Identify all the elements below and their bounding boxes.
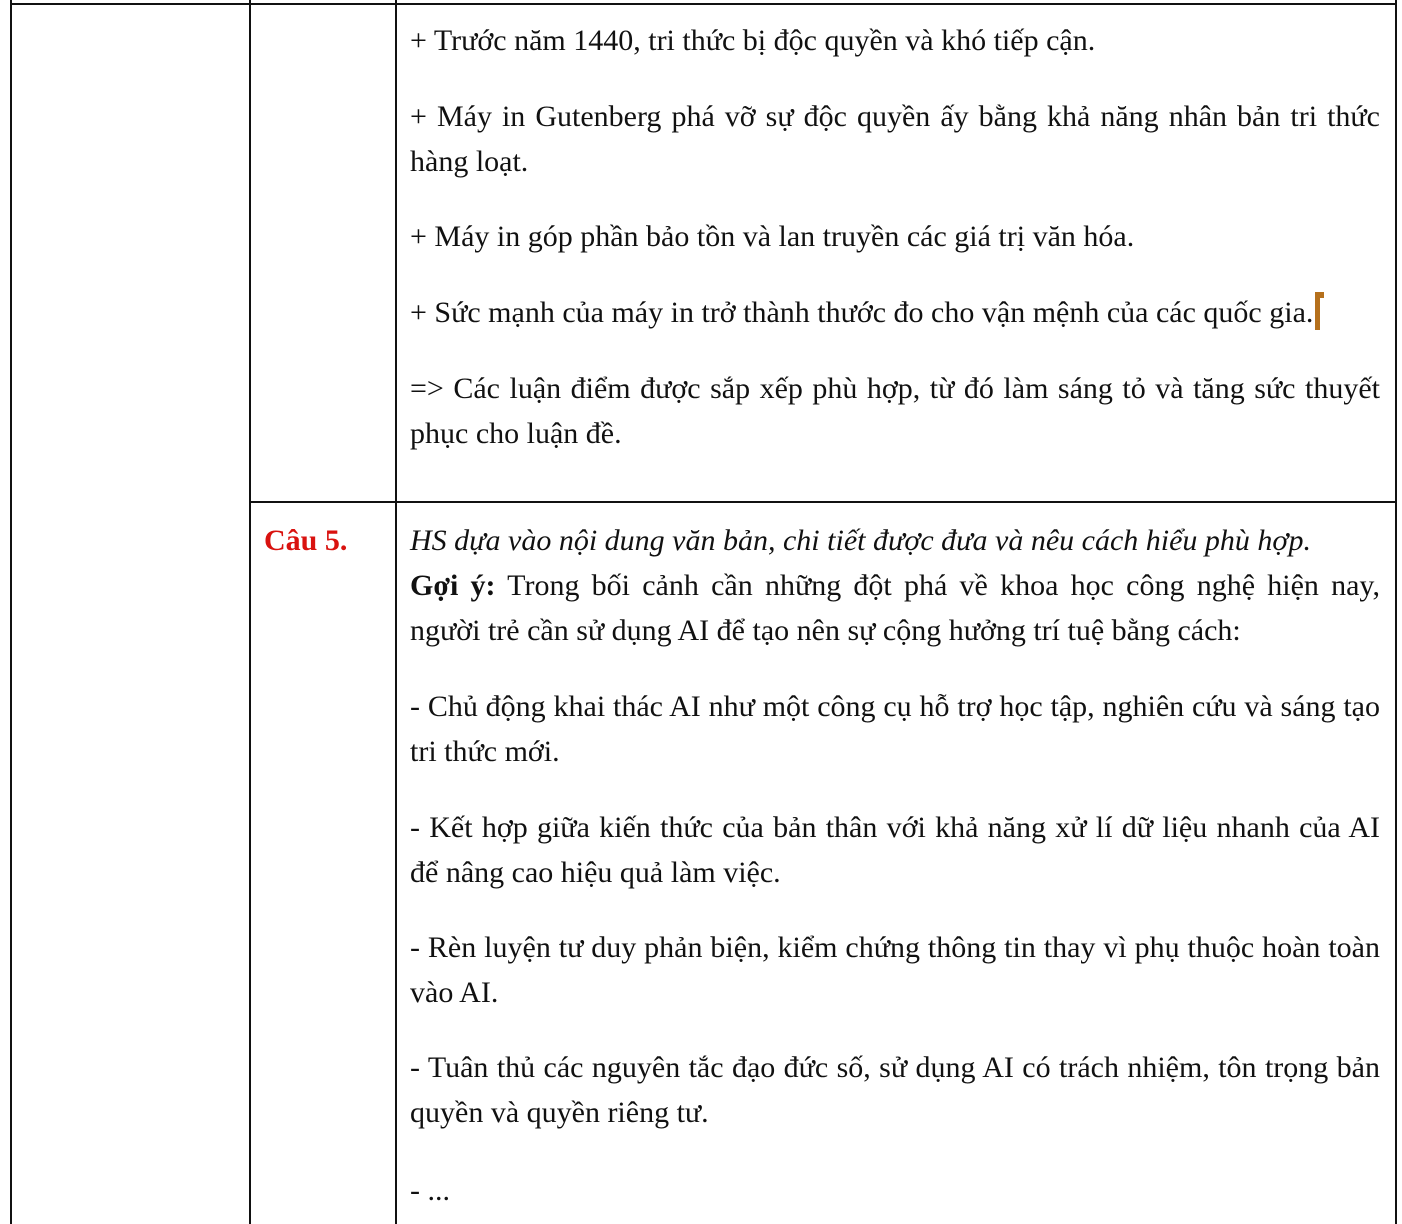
table-top-border	[10, 3, 1397, 5]
hint-label: Gợi ý:	[410, 569, 496, 602]
column-divider-2	[395, 0, 397, 1224]
bullet-1: + Trước năm 1440, tri thức bị độc quyền và khó tiếp cận.	[410, 24, 1096, 57]
answer-item-3: - Rèn luyện tư duy phản biện, kiểm chứng thông tin thay vì phụ thuộc hoàn toàn vào AI.	[410, 931, 1380, 1009]
bullet-4	[410, 290, 1400, 335]
answer-item-4: - Tuân thủ các nguyên tắc đạo đức số, sử dụng AI có trách nhiệm, tôn trọng bản quyền và quyền riêng tư.	[410, 1051, 1380, 1129]
question-label: Câu 5.	[264, 524, 348, 557]
answer-item-5: - ...	[410, 1174, 450, 1207]
bullet-3: + Máy in góp phần bảo tồn và lan truyền các giá trị văn hóa.	[410, 220, 1135, 253]
bullet-2: + Máy in Gutenberg phá vỡ sự độc quyền ấy bằng khả năng nhân bản tri thức hàng loạt.	[410, 100, 1380, 178]
column-divider-1	[249, 0, 251, 1224]
bullet-4-text: + Sức mạnh của máy in trở thành thước đo cho vận mệnh của các quốc gia.	[410, 296, 1314, 329]
answer-item-2: - Kết hợp giữa kiến thức của bản thân với khả năng xử lí dữ liệu nhanh của AI để nâng cao hiệu quả làm việc.	[410, 811, 1380, 889]
table-right-border	[1395, 0, 1397, 1224]
table-left-border	[10, 0, 12, 1224]
text-cursor-marker	[1315, 292, 1320, 330]
conclusion: => Các luận điểm được sắp xếp phù hợp, từ đó làm sáng tỏ và tăng sức thuyết phục cho luận đề.	[410, 372, 1380, 450]
hint-text: Trong bối cảnh cần những đột phá về khoa học công nghệ hiện nay, người trẻ cần sử dụng AI để tạo nên sự cộng hưởng trí tuệ bằng cách:	[410, 569, 1380, 647]
hint-paragraph	[410, 563, 1380, 653]
answer-item-1: - Chủ động khai thác AI như một công cụ hỗ trợ học tập, nghiên cứu và sáng tạo tri thức mới.	[410, 690, 1380, 768]
row-divider	[249, 501, 1397, 503]
question-instruction: HS dựa vào nội dung văn bản, chi tiết được đưa và nêu cách hiểu phù hợp.	[410, 524, 1311, 557]
